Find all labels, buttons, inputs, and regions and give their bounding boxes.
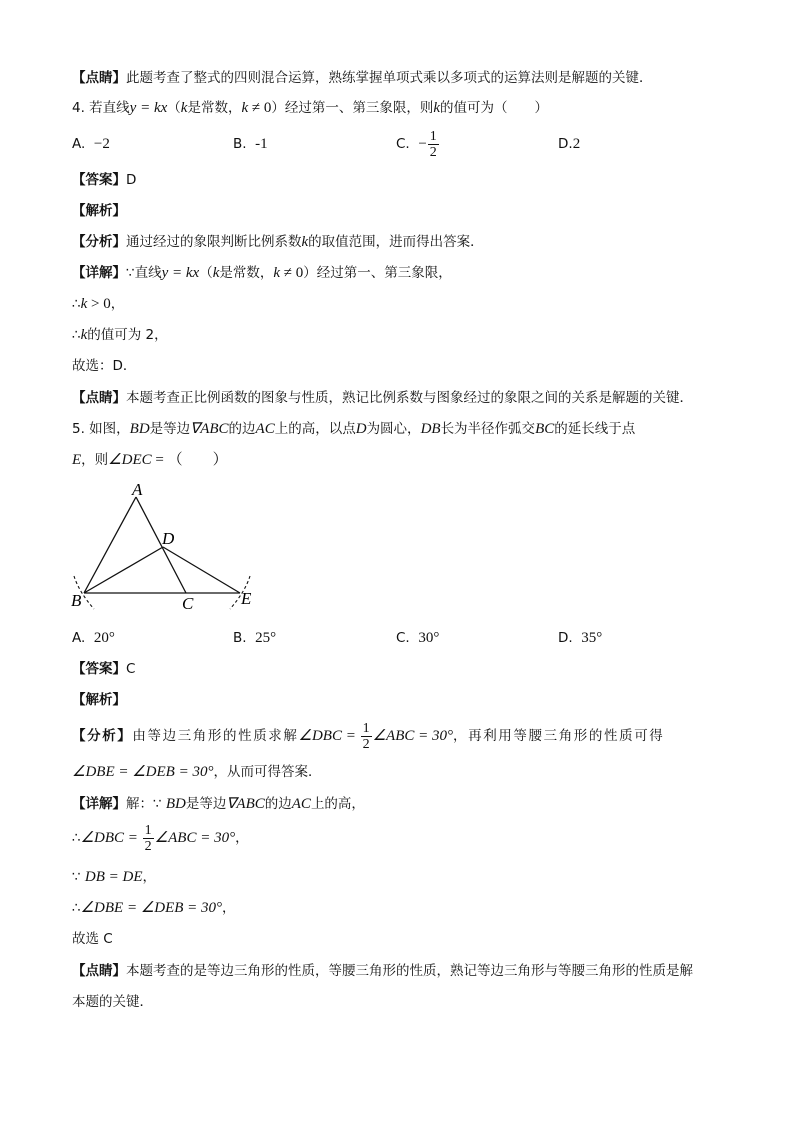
q5-line2-e: E bbox=[72, 452, 82, 468]
q5-option-a bbox=[72, 628, 115, 648]
q4-xiangjie bbox=[72, 263, 452, 283]
q5-answer bbox=[72, 659, 135, 679]
q5-line2-a: ，则 bbox=[81, 452, 109, 468]
q5-choose bbox=[72, 929, 113, 949]
q4-s2-a: ∴ bbox=[72, 327, 81, 343]
q5-xj-tag: 【详解】 bbox=[72, 796, 126, 812]
q5-fenxi bbox=[72, 718, 664, 754]
q4-option-b-label: B. bbox=[233, 136, 247, 152]
q5-option-a-label: A. bbox=[72, 630, 86, 646]
q4-option-b bbox=[233, 134, 268, 154]
q5-fenxi-line2-eq: ∠DBE = ∠DEB = 30° bbox=[72, 764, 214, 780]
q5-option-c-value: 30° bbox=[418, 630, 440, 646]
q5-s2-b: ， bbox=[142, 869, 157, 885]
label-d: D bbox=[162, 529, 175, 548]
q5-fenxi-angle1: ∠DBC = bbox=[298, 728, 360, 744]
q5-option-d-label: D. bbox=[558, 630, 573, 646]
q5-f: 长为半径作弧交 bbox=[440, 421, 536, 437]
q5-fenxi-line2 bbox=[72, 762, 321, 782]
q5-option-a-value: 20° bbox=[93, 630, 115, 646]
q5-bd: BD bbox=[129, 421, 150, 437]
q5-fenxi-num: 1 bbox=[362, 720, 370, 736]
q5-line2-b: = （ ） bbox=[151, 452, 228, 468]
q5-option-c-label: C. bbox=[396, 630, 410, 646]
q5-xj-ac: AC bbox=[291, 796, 311, 812]
q5-option-d bbox=[558, 628, 602, 648]
q4-option-c-sign: − bbox=[418, 136, 427, 152]
q5-option-b-value: 25° bbox=[255, 630, 277, 646]
q5-fenxi-den: 2 bbox=[362, 736, 370, 752]
q4-xj-a: ∵直线 bbox=[126, 265, 162, 281]
q4-choose bbox=[72, 356, 136, 376]
q4-option-b-value: -1 bbox=[255, 136, 268, 152]
q5-bc: BC bbox=[535, 421, 555, 437]
q5-xj-b: 是等边 bbox=[185, 796, 227, 812]
q4-option-d bbox=[558, 134, 580, 154]
q4-option-c-den: 2 bbox=[429, 144, 437, 160]
label-c: C bbox=[182, 594, 194, 613]
q4-fenxi-b: 的取值范围，进而得出答案． bbox=[308, 234, 484, 250]
q4-xj-e: ）经过第一、第三象限， bbox=[303, 265, 452, 281]
q4-stem-f: 的值可为（ ） bbox=[440, 100, 549, 116]
q5-answer-value: C bbox=[126, 661, 136, 677]
q4-option-a-value: −2 bbox=[93, 136, 110, 152]
q5-s2-a: ∵ bbox=[72, 869, 85, 885]
segment-ac bbox=[136, 497, 186, 593]
q5-stem-line1 bbox=[72, 419, 635, 439]
q5-fenxi-angle2: ∠ABC = 30° bbox=[372, 728, 453, 744]
q4-xj-eq: y = kx bbox=[161, 265, 200, 281]
q5-step3 bbox=[72, 898, 236, 918]
q4-k1: k bbox=[180, 100, 188, 116]
q5-tri: ∇ABC bbox=[190, 421, 229, 437]
q5-xj-bd: BD bbox=[165, 796, 186, 812]
q5-choose-text: 故选 C bbox=[72, 931, 113, 947]
q5-s2-eq: DB = DE bbox=[84, 869, 143, 885]
q5-step2 bbox=[72, 867, 156, 887]
q5-dianjing-text2: 本题的关键． bbox=[72, 994, 153, 1010]
q5-s3-a: ∴ bbox=[72, 900, 81, 916]
q5-step1 bbox=[72, 820, 249, 856]
q4-stem-b: （ bbox=[167, 100, 181, 116]
q4-neq0: ≠ 0 bbox=[248, 100, 272, 116]
q5-s3-eq: ∠DBE = ∠DEB = 30° bbox=[80, 900, 223, 916]
q4-stem-a: 4. 若直线 bbox=[72, 100, 130, 116]
q4-fenxi bbox=[72, 232, 484, 252]
q5-fenxi-tag: 【分析】 bbox=[72, 728, 133, 744]
q5-dianjing bbox=[72, 961, 693, 981]
q4-xj-c: 是常数， bbox=[219, 265, 274, 281]
q4-xj-b: （ bbox=[199, 265, 213, 281]
q5-fenxi-a: 由等边三角形的性质求解 bbox=[132, 728, 299, 744]
dianjing-tag: 【点睛】 bbox=[72, 70, 126, 86]
q4-choose-text: 故选：D． bbox=[72, 358, 137, 374]
q4-stem bbox=[72, 98, 548, 118]
q5-fenxi-fraction bbox=[361, 721, 372, 752]
q5-fenxi-line2-b: ，从而可得答案． bbox=[213, 764, 322, 780]
q5-a: 5. 如图， bbox=[72, 421, 130, 437]
q4-option-c-num: 1 bbox=[429, 128, 437, 144]
q5-s1-num: 1 bbox=[144, 822, 152, 838]
q5-g: 的延长线于点 bbox=[554, 421, 636, 437]
q4-answer-value: D bbox=[126, 172, 137, 188]
q5-fenxi-b: ，再利用等腰三角形的性质可得 bbox=[453, 728, 665, 744]
q4-xj-d: ≠ 0 bbox=[280, 265, 304, 281]
q4-stem-e: ）经过第一、第三象限，则 bbox=[271, 100, 434, 116]
q5-xj-d: 上的高， bbox=[310, 796, 365, 812]
q5-dianjing-line2 bbox=[72, 992, 153, 1012]
triangle-figure bbox=[60, 478, 270, 618]
q5-dianjing-text1: 本题考查的是等边三角形的性质，等腰三角形的性质，熟记等边三角形与等腰三角形的性质是解 bbox=[126, 963, 693, 979]
q5-analysis-tag: 【解析】 bbox=[72, 692, 126, 708]
q5-s1-fraction bbox=[143, 823, 154, 854]
q5-c: 的边 bbox=[228, 421, 256, 437]
q4-fenxi-tag: 【分析】 bbox=[72, 234, 126, 250]
q5-xj-c: 的边 bbox=[264, 796, 292, 812]
q4-step1: ∴k > 0， bbox=[72, 296, 125, 312]
q5-analysis bbox=[72, 690, 126, 710]
q5-dianjing-tag: 【点睛】 bbox=[72, 963, 126, 979]
q5-xiangjie bbox=[72, 794, 365, 814]
q4-option-c-fraction bbox=[428, 129, 439, 160]
label-b: B bbox=[71, 591, 82, 610]
q5-option-b bbox=[233, 628, 276, 648]
q4-option-c bbox=[396, 124, 440, 164]
q4-analysis bbox=[72, 201, 126, 221]
q5-s3-b: ， bbox=[222, 900, 236, 916]
q4-option-a bbox=[72, 134, 110, 154]
q5-ac: AC bbox=[255, 421, 275, 437]
q5-s1-a: ∴ bbox=[72, 830, 81, 846]
q4-dianjing bbox=[72, 388, 693, 408]
q4-xj-k2: k bbox=[273, 265, 281, 281]
label-a: A bbox=[132, 480, 143, 499]
q4-equation: y = kx bbox=[129, 100, 168, 116]
q5-b: 是等边 bbox=[149, 421, 191, 437]
q5-stem-line2 bbox=[72, 450, 228, 470]
q4-k2: k bbox=[241, 100, 249, 116]
q4-dianjing-tag: 【点睛】 bbox=[72, 390, 126, 406]
q4-step2 bbox=[72, 325, 168, 345]
q4-s1-b: > 0 bbox=[87, 296, 111, 312]
q4-analysis-tag: 【解析】 bbox=[72, 203, 126, 219]
q4-fenxi-a: 通过经过的象限判断比例系数 bbox=[126, 234, 302, 250]
q4-s1-k: k bbox=[80, 296, 88, 312]
q4-xj-k1: k bbox=[212, 265, 220, 281]
q5-option-c bbox=[396, 628, 439, 648]
q5-s1-eq2: ∠ABC = 30° bbox=[154, 830, 236, 846]
q4-xiangjie-tag: 【详解】 bbox=[72, 265, 126, 281]
q4-s2-k: k bbox=[80, 327, 88, 343]
q5-db: DB bbox=[420, 421, 441, 437]
q4-s1-a: ∴ bbox=[72, 296, 81, 312]
q5-option-d-value: 35° bbox=[581, 630, 603, 646]
label-e: E bbox=[241, 589, 252, 608]
q4-answer-tag: 【答案】 bbox=[72, 172, 126, 188]
q4-option-d-value: 2 bbox=[572, 136, 581, 152]
q4-option-a-label: A. bbox=[72, 136, 86, 152]
q4-dianjing-text: 本题考查正比例函数的图象与性质，熟记比例系数与图象经过的象限之间的关系是解题的关键． bbox=[126, 390, 693, 406]
q5-e: 为圆心， bbox=[366, 421, 421, 437]
dianjing-text: 此题考查了整式的四则混合运算，熟练掌握单项式乘以多项式的运算法则是解题的关键． bbox=[126, 70, 653, 86]
q4-k3: k bbox=[433, 100, 441, 116]
q4-s2-b: 的值可为 2， bbox=[87, 327, 168, 343]
q4-fenxi-k: k bbox=[301, 234, 309, 250]
q5-s1-eq1: ∠DBC = bbox=[80, 830, 142, 846]
q5-s1-b: ， bbox=[235, 830, 249, 846]
q5-s1-den: 2 bbox=[144, 838, 152, 854]
q5-d: 上的高，以点 bbox=[274, 421, 356, 437]
q5-xj-a: 解：∵ bbox=[126, 796, 166, 812]
q5-dd: D bbox=[355, 421, 367, 437]
q5-option-b-label: B. bbox=[233, 630, 247, 646]
q4-option-d-label: D. bbox=[558, 136, 573, 152]
q4-answer bbox=[72, 170, 136, 190]
q5-answer-tag: 【答案】 bbox=[72, 661, 126, 677]
q4-option-c-label: C. bbox=[396, 136, 410, 152]
q5-line2-angle: ∠DEC bbox=[108, 452, 152, 468]
dianjing-prev bbox=[72, 68, 653, 88]
q5-xj-tri: ∇ABC bbox=[226, 796, 265, 812]
q4-stem-c: 是常数， bbox=[187, 100, 242, 116]
